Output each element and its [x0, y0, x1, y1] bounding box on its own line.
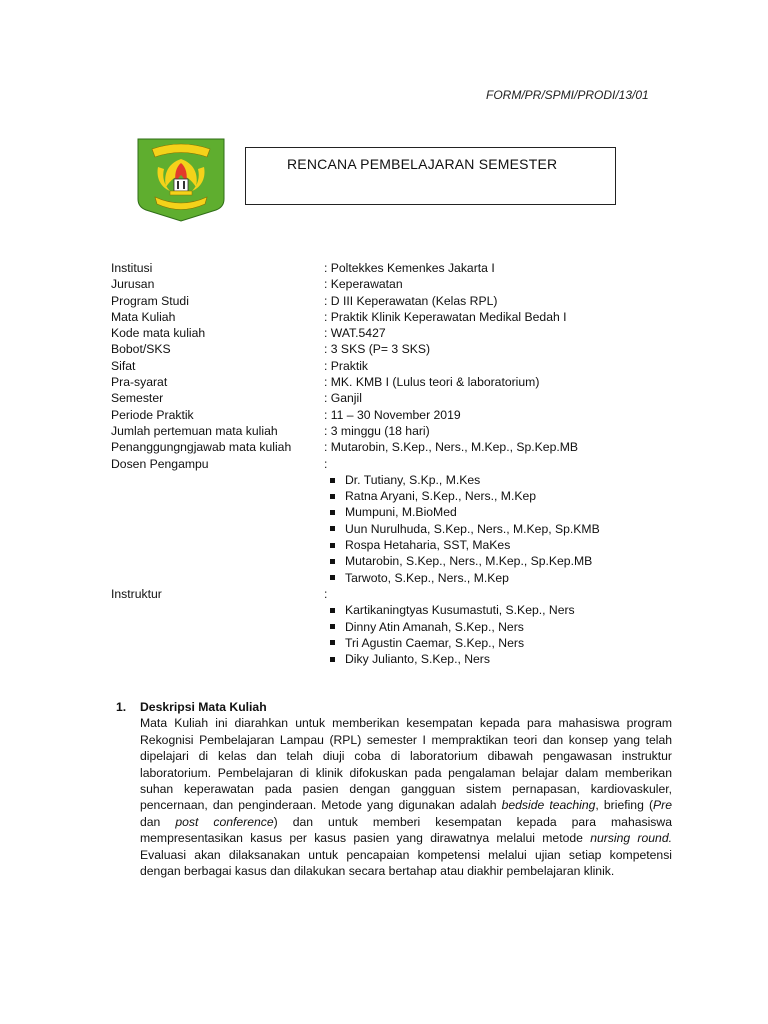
instruktur-list: [111, 602, 671, 667]
info-row: [111, 276, 671, 292]
person-name: Diky Julianto, S.Kep., Ners: [345, 652, 490, 667]
section-title: Deskripsi Mata Kuliah: [140, 700, 267, 714]
info-value: : 11 – 30 November 2019: [324, 407, 461, 422]
list-item: [324, 504, 671, 520]
instruktur-colon: :: [324, 586, 328, 601]
bullet-icon: [330, 478, 335, 483]
paragraph-italic: nursing round.: [590, 831, 672, 846]
info-label: Periode Praktik: [111, 407, 194, 422]
instruktur-row: [111, 586, 671, 602]
info-row: [111, 374, 671, 390]
person-name: Tri Agustin Caemar, S.Kep., Ners: [345, 635, 525, 650]
info-value: : MK. KMB I (Lulus teori & laboratorium): [324, 375, 540, 390]
person-name: Tarwoto, S.Kep., Ners., M.Kep: [345, 570, 509, 585]
info-value: : Praktik: [324, 358, 369, 373]
bullet-icon: [330, 494, 335, 499]
list-item: [324, 472, 671, 488]
bullet-icon: [330, 526, 335, 531]
info-value: : Poltekkes Kemenkes Jakarta I: [324, 261, 495, 275]
bullet-icon: [330, 575, 335, 580]
info-row: [111, 341, 671, 357]
person-name: Dr. Tutiany, S.Kp., M.Kes: [345, 472, 481, 487]
paragraph-text: Evaluasi akan dilaksanakan untuk pencapaian kompetensi melalui ujian setiap kompetensi dengan berbagai kasus dan dilakukan secara bertahap atau diakhir pembelajaran klinik.: [140, 847, 672, 879]
info-rows: [111, 260, 671, 456]
person-name: Dinny Atin Amanah, S.Kep., Ners: [345, 619, 524, 634]
info-value: : 3 SKS (P= 3 SKS): [324, 342, 431, 357]
bullet-icon: [330, 608, 335, 613]
info-value: : Keperawatan: [324, 277, 403, 292]
info-row: [111, 358, 671, 374]
info-row: [111, 423, 671, 439]
instruktur-label: Instruktur: [111, 586, 162, 601]
list-item: [324, 651, 671, 667]
bullet-icon: [330, 640, 335, 645]
info-label: Kode mata kuliah: [111, 326, 206, 341]
paragraph-italic: bedside teaching: [501, 798, 596, 813]
info-row: [111, 439, 671, 455]
person-name: Ratna Aryani, S.Kep., Ners., M.Kep: [345, 489, 537, 504]
list-item: [324, 570, 671, 586]
person-name: Mutarobin, S.Kep., Ners., M.Kep., Sp.Kep.MB: [345, 554, 593, 569]
info-label: Penanggungngjawab mata kuliah: [111, 440, 292, 455]
person-name: Uun Nurulhuda, S.Kep., Ners., M.Kep, Sp.KMB: [345, 521, 600, 536]
section-deskripsi: [116, 699, 676, 879]
paragraph-text: dan: [140, 814, 176, 829]
dosen-label: Dosen Pengampu: [111, 456, 209, 471]
section-heading: [116, 699, 676, 715]
course-info: [111, 260, 671, 667]
dosen-row: [111, 456, 671, 472]
bullet-icon: [330, 543, 335, 548]
form-code: FORM/PR/SPMI/PRODI/13/01: [486, 88, 649, 102]
info-row: [111, 407, 671, 423]
list-item: [324, 553, 671, 569]
section-paragraph: [140, 715, 672, 879]
person-name: Kartikaningtyas Kusumastuti, S.Kep., Ners: [345, 603, 575, 618]
bullet-icon: [330, 657, 335, 662]
paragraph-italic: Pre: [653, 798, 672, 813]
list-item: [324, 635, 671, 651]
info-row: [111, 325, 671, 341]
bullet-icon: [330, 559, 335, 564]
info-row: [111, 309, 671, 325]
info-label: Pra-syarat: [111, 375, 168, 390]
info-value: : Praktik Klinik Keperawatan Medikal Bedah I: [324, 309, 567, 324]
info-value: : 3 minggu (18 hari): [324, 423, 430, 438]
info-value: : Mutarobin, S.Kep., Ners., M.Kep., Sp.Kep.MB: [324, 440, 579, 455]
info-row: [111, 293, 671, 309]
info-label: Mata Kuliah: [111, 309, 176, 324]
list-item: [324, 488, 671, 504]
section-number: 1.: [116, 700, 127, 714]
document-title: RENCANA PEMBELAJARAN SEMESTER: [287, 156, 558, 172]
paragraph-text: Mata Kuliah ini diarahkan untuk memberikan kesempatan kepada para mahasiswa program Rekognisi Pembelajaran Lampau (RPL) semester I mempraktikan teori dan konsep yang telah dipelajari di kelas dan telah diuji coba di laboratorium dibawah pengawasan instruktur laboratorium. Pembelajaran di klinik difokuskan pada pengalaman belajar dalam memberikan suhan keperawatan pada pasien dengan gangguan sistem pernapasan, kardiovaskuler, pencernaan, dan penginderaan. Metode yang digunakan adalah: [140, 716, 672, 813]
dosen-list: [111, 472, 671, 586]
dosen-colon: :: [324, 456, 328, 471]
paragraph-italic: post conference: [175, 814, 274, 829]
person-name: Rospa Hetaharia, SST, MaKes: [345, 538, 511, 553]
paragraph-text: , briefing (: [595, 798, 654, 813]
info-label: Bobot/SKS: [111, 342, 171, 357]
info-value: : WAT.5427: [324, 326, 386, 341]
info-label: Semester: [111, 391, 164, 406]
info-row: [111, 260, 671, 276]
list-item: [324, 619, 671, 635]
info-label: Program Studi: [111, 293, 189, 308]
title-box: [245, 147, 616, 205]
info-label: Institusi: [111, 261, 153, 275]
list-item: [324, 602, 671, 618]
list-item: [324, 537, 671, 553]
info-row: [111, 390, 671, 406]
person-name: Mumpuni, M.BioMed: [345, 505, 457, 520]
info-value: : D III Keperawatan (Kelas RPL): [324, 293, 498, 308]
institution-logo-icon: [136, 137, 226, 222]
list-item: [324, 521, 671, 537]
info-label: Sifat: [111, 358, 136, 373]
info-value: : Ganjil: [324, 391, 362, 406]
paragraph-text: ) dan untuk memberi kesempatan kepada para mahasiswa mempresentasikan kasus per kasus pasien yang dirawatnya melalui metode: [140, 814, 672, 846]
bullet-icon: [330, 624, 335, 629]
info-label: Jumlah pertemuan mata kuliah: [111, 423, 278, 438]
info-label: Jurusan: [111, 277, 155, 292]
bullet-icon: [330, 510, 335, 515]
